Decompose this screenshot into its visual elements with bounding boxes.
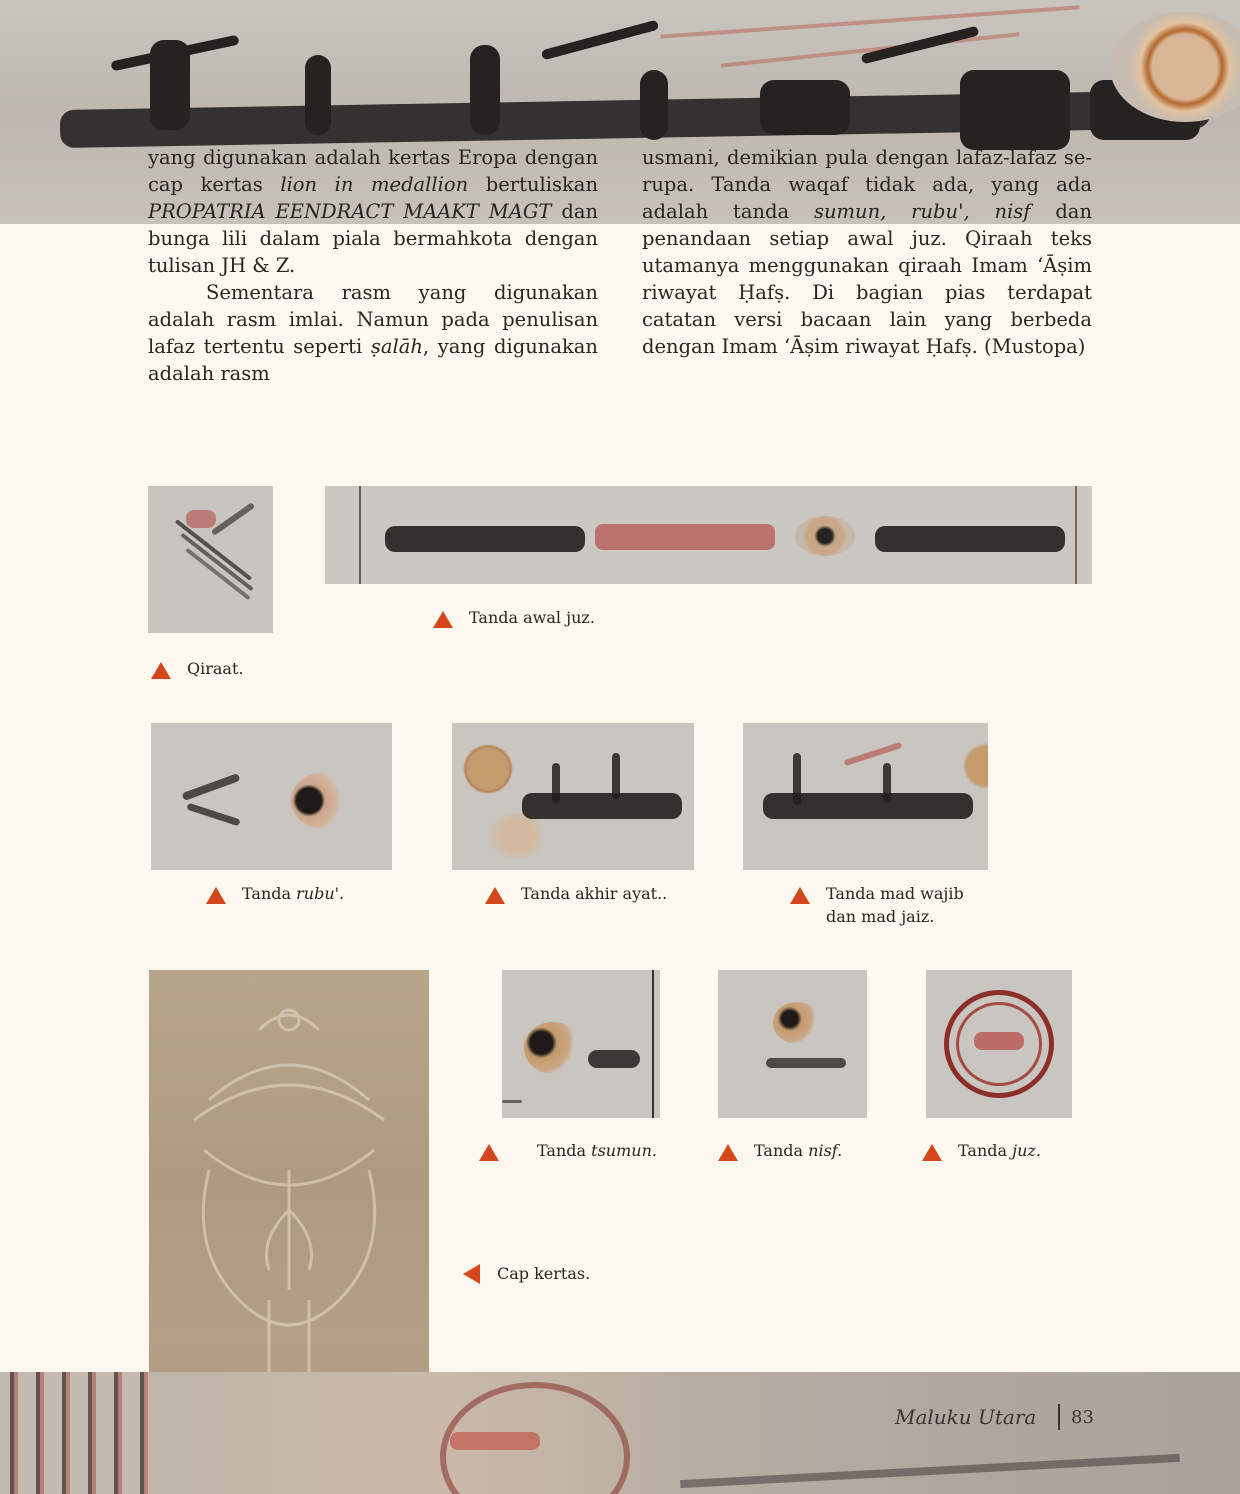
text-run: lion in medallion <box>280 173 469 196</box>
photo-awal-juz <box>325 486 1092 584</box>
running-title: Maluku Utara <box>895 1405 1037 1429</box>
page-number: 83 <box>1071 1407 1094 1428</box>
text-run: PROPATRIA EENDRACT MAAKT MAGT <box>148 200 552 223</box>
text-run: dan bunga lili dalam piala bermahkota dengan tulisan JH & Z. <box>148 200 598 277</box>
paragraph-1 <box>148 144 598 279</box>
caption-marker-icon <box>922 1144 942 1161</box>
caption-tsumun: Tanda tsumun. <box>537 1141 657 1160</box>
caption-juz: Tanda juz. <box>958 1141 1041 1160</box>
caption-mad-line-1: Tanda mad wajib <box>826 884 964 903</box>
text-run: Sementara rasm yang digunakan adalah rasm imlai. Namun pada penulisan lafaz tertentu seperti <box>148 281 598 358</box>
photo-nisf <box>718 970 867 1118</box>
paragraph-3 <box>642 144 1092 360</box>
caption-rubu: Tanda rubu'. <box>242 884 345 903</box>
caption-marker-icon <box>790 887 810 904</box>
caption-mad-line-2: dan mad jaiz. <box>826 907 935 926</box>
caption-marker-icon <box>718 1144 738 1161</box>
caption-marker-icon <box>485 887 505 904</box>
caption-akhir-ayat: Tanda akhir ayat.. <box>521 884 668 903</box>
caption-mad <box>826 882 964 928</box>
photo-mad <box>743 723 988 870</box>
body-column-left <box>148 144 598 387</box>
caption-marker-icon <box>151 662 171 679</box>
photo-tsumun <box>502 970 660 1118</box>
caption-qiraat: Qiraat. <box>187 659 244 678</box>
caption-awal-juz: Tanda awal juz. <box>469 608 595 627</box>
photo-rubu <box>151 723 392 870</box>
caption-cap-kertas: Cap kertas. <box>497 1264 591 1283</box>
text-run: usmani, demikian pula dengan lafaz-lafaz serupa. Tanda waqaf tidak ada, yang ada adalah tanda <box>642 146 1092 223</box>
caption-marker-icon <box>206 887 226 904</box>
text-run: dan penandaan setiap awal juz. Qiraah teks utamanya menggunakan qiraah Imam ‘Āṣim riwayat Ḥafṣ. Di bagian pias terdapat catatan versi bacaan lain yang berbeda dengan Imam ‘Āṣim riwayat Ḥafṣ. (Mustopa) <box>642 200 1092 358</box>
caption-marker-icon <box>433 611 453 628</box>
photo-juz <box>926 970 1072 1118</box>
text-run: bertuliskan <box>468 173 598 196</box>
caption-marker-icon <box>479 1144 499 1161</box>
text-run: , yang digunakan adalah rasm <box>148 335 598 385</box>
caption-nisf: Tanda nisf. <box>754 1141 843 1160</box>
text-run: ṣalāh <box>370 335 423 358</box>
text-run: sumun, rubu', nisf <box>813 200 1031 223</box>
photo-akhir-ayat <box>452 723 694 870</box>
paragraph-2 <box>148 279 598 387</box>
body-column-right <box>642 144 1092 360</box>
footer-manuscript-image <box>0 1372 1240 1494</box>
photo-qiraat <box>148 486 273 633</box>
caption-marker-left-icon <box>463 1264 480 1284</box>
text-run: yang digunakan adalah kertas Eropa dengan cap kertas <box>148 146 598 196</box>
folio-separator <box>1058 1404 1060 1430</box>
